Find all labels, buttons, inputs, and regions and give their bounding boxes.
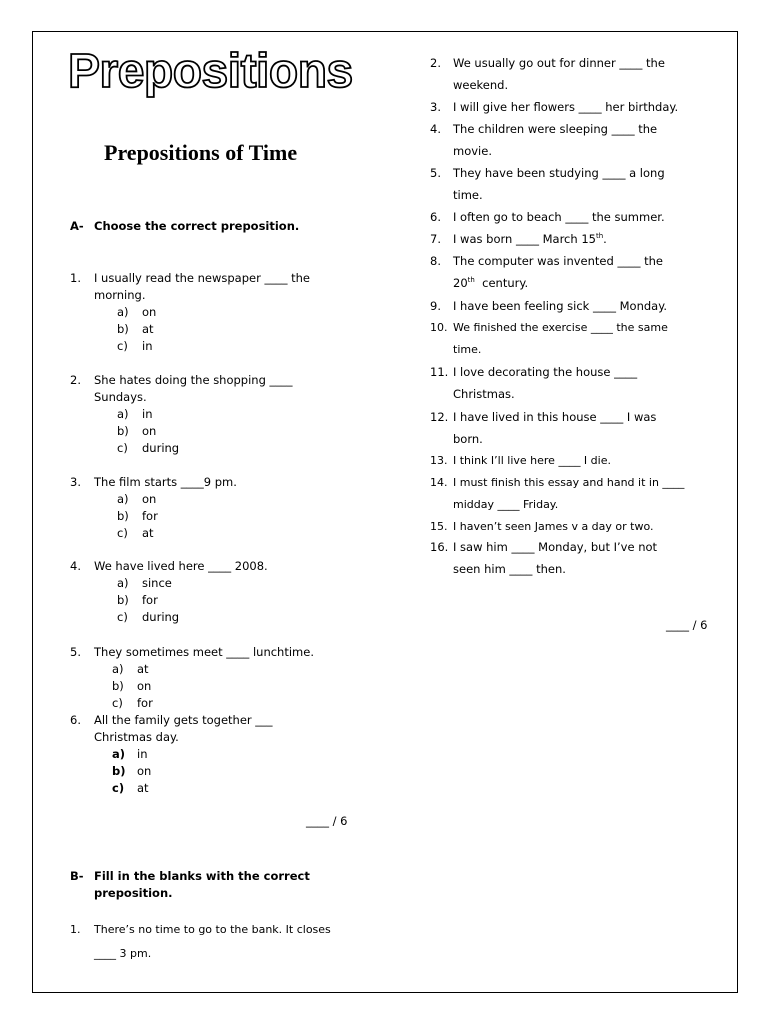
question-text-line2 <box>453 339 731 361</box>
question-text: The computer was invented ____ the <box>453 254 663 268</box>
question-text-line2 <box>453 184 731 206</box>
section-a-heading <box>0 218 400 238</box>
question-number: 1. <box>70 271 81 285</box>
question-text: seen him ____ then. <box>453 562 566 576</box>
question-number: 15. <box>430 520 448 533</box>
option-text: on <box>137 764 152 779</box>
question-text: They have been studying ____ a long <box>453 166 665 180</box>
question-text-line1 <box>453 250 731 272</box>
question-text-line2 <box>453 74 731 96</box>
fill-in-question <box>430 96 730 118</box>
option-letter: c) <box>117 441 128 456</box>
option-letter: a) <box>112 662 124 676</box>
question-text-line1 <box>453 96 731 118</box>
answer-option[interactable] <box>117 406 237 423</box>
question-text: I have been feeling sick ____ Monday. <box>453 299 668 313</box>
question-number: 3. <box>70 475 81 489</box>
fill-in-question <box>430 317 730 361</box>
section-a-question <box>70 270 370 304</box>
option-text: in <box>142 339 153 354</box>
question-number: 2. <box>430 56 441 70</box>
option-text: for <box>137 696 153 711</box>
answer-option[interactable] <box>117 491 237 508</box>
option-text: during <box>142 610 180 625</box>
section-a-instruction: Choose the correct preposition. <box>94 219 300 233</box>
section-b-heading <box>0 868 400 908</box>
option-letter: b) <box>112 764 126 779</box>
page-title: Prepositions <box>68 45 353 98</box>
question-number: 5. <box>430 166 441 180</box>
question-text: I was born ____ March 15 <box>453 232 596 246</box>
answer-option[interactable] <box>117 525 237 542</box>
question-text: I think I’ll live here ____ I die. <box>453 454 611 467</box>
question-text-line1: She hates doing the shopping ____ <box>94 373 293 387</box>
option-text: for <box>142 593 158 608</box>
option-text: at <box>142 322 154 337</box>
question-text: time. <box>453 188 483 202</box>
option-letter: c) <box>117 339 128 354</box>
section-a-question <box>70 712 370 746</box>
section-a-score: ____ / 6 <box>306 814 348 828</box>
question-text: Christmas. <box>453 387 515 401</box>
question-text-line2 <box>453 428 731 450</box>
question-number: 9. <box>430 299 441 313</box>
option-text: on <box>142 424 157 439</box>
question-text: I will give her flowers ____ her birthday. <box>453 100 679 114</box>
option-letter: a) <box>117 576 129 590</box>
option-text: since <box>142 576 172 590</box>
question-text: I saw him ____ Monday, but I’ve not <box>453 540 658 554</box>
fill-in-question <box>430 250 730 294</box>
section-b-score: ____ / 6 <box>666 618 708 632</box>
fill-in-question <box>430 118 730 162</box>
answer-options <box>117 491 237 543</box>
option-text: at <box>142 526 154 541</box>
question-text-line1: The film starts ____9 pm. <box>94 475 237 489</box>
option-text: at <box>137 781 149 796</box>
question-text: We usually go out for dinner ____ the <box>453 56 665 70</box>
answer-option[interactable] <box>117 338 237 355</box>
question-text: The children were sleeping ____ the <box>453 122 658 136</box>
option-letter: b) <box>117 509 129 524</box>
fill-in-question <box>430 295 730 317</box>
question-text-tail: . <box>603 232 607 246</box>
question-number: 7. <box>430 232 441 246</box>
question-text-line1: There’s no time to go to the bank. It closes <box>94 923 331 936</box>
question-text-line1 <box>453 162 731 184</box>
question-text-line1: All the family gets together ___ <box>94 713 273 727</box>
option-text: on <box>142 492 157 506</box>
answer-options <box>117 406 237 458</box>
question-number: 11. <box>430 365 449 379</box>
question-text-line1 <box>453 536 731 558</box>
fill-in-question <box>430 406 730 450</box>
answer-option[interactable] <box>117 592 237 609</box>
question-text-line1 <box>453 118 731 140</box>
answer-option[interactable] <box>117 508 237 525</box>
answer-option[interactable] <box>112 746 232 763</box>
fill-in-question <box>430 52 730 96</box>
section-b-letter: B- <box>70 869 84 883</box>
answer-option[interactable] <box>117 423 237 440</box>
question-number: 3. <box>430 100 441 114</box>
option-text: at <box>137 662 149 676</box>
question-text-line2 <box>453 383 731 405</box>
option-letter: a) <box>117 492 129 506</box>
question-text: born. <box>453 432 483 446</box>
question-text-line1 <box>453 406 731 428</box>
question-text: 20 <box>453 276 468 290</box>
fill-in-question <box>430 536 730 580</box>
option-letter: b) <box>117 424 129 439</box>
question-text-line2: morning. <box>94 288 146 302</box>
section-b-instruction-line2: preposition. <box>94 886 173 900</box>
option-letter: c) <box>112 781 125 796</box>
question-number: 12. <box>430 410 449 424</box>
question-number: 1. <box>70 923 81 936</box>
answer-option[interactable] <box>112 763 232 780</box>
question-text: I love decorating the house ____ <box>453 365 638 379</box>
question-text-line1 <box>453 206 731 228</box>
question-text-line1 <box>453 472 731 494</box>
answer-options <box>112 746 232 798</box>
option-letter: b) <box>117 322 129 337</box>
question-number: 4. <box>70 559 81 573</box>
option-letter: b) <box>117 593 129 608</box>
answer-options <box>117 304 237 356</box>
option-letter: c) <box>117 526 128 541</box>
section-a-question <box>70 372 370 406</box>
question-number: 5. <box>70 645 81 659</box>
answer-option[interactable] <box>112 780 232 797</box>
question-text-line1 <box>453 361 731 383</box>
option-text: on <box>142 305 157 319</box>
option-letter: c) <box>117 610 128 625</box>
question-text-line1 <box>453 317 731 339</box>
question-text-line2 <box>453 558 731 580</box>
question-text-line1: We have lived here ____ 2008. <box>94 559 268 573</box>
question-text-line1: They sometimes meet ____ lunchtime. <box>94 645 314 659</box>
question-text: weekend. <box>453 78 509 92</box>
answer-option[interactable] <box>112 695 232 712</box>
fill-in-question <box>430 162 730 206</box>
question-number: 14. <box>430 476 448 489</box>
question-text-line1 <box>453 516 731 538</box>
option-letter: a) <box>117 305 129 319</box>
answer-option[interactable] <box>117 440 237 457</box>
question-text-line2: Sundays. <box>94 390 147 404</box>
answer-option[interactable] <box>117 609 237 626</box>
fill-in-question <box>430 228 730 250</box>
fill-in-question <box>430 361 730 405</box>
answer-option[interactable] <box>117 304 237 321</box>
question-text: I often go to beach ____ the summer. <box>453 210 665 224</box>
question-number: 13. <box>430 454 448 467</box>
question-number: 10. <box>430 321 448 334</box>
question-text: movie. <box>453 144 492 158</box>
question-text-line2: Christmas day. <box>94 730 179 744</box>
question-text-line1 <box>453 450 731 472</box>
answer-option[interactable] <box>117 321 237 338</box>
superscript: th <box>467 276 475 284</box>
option-letter: a) <box>112 747 126 761</box>
question-number: 2. <box>70 373 81 387</box>
superscript: th <box>595 232 604 240</box>
question-text-line1: I usually read the newspaper ____ the <box>94 271 310 285</box>
fill-in-question <box>430 206 730 228</box>
question-text: midday ____ Friday. <box>453 498 559 511</box>
fill-in-question <box>430 516 730 538</box>
option-text: for <box>142 509 158 524</box>
answer-option[interactable] <box>117 575 237 592</box>
option-letter: b) <box>112 679 124 694</box>
answer-options <box>117 575 237 627</box>
question-text-line1 <box>453 228 731 250</box>
page-subtitle: Prepositions of Time <box>104 140 298 165</box>
question-number: 4. <box>430 122 441 136</box>
fill-in-question <box>430 450 730 472</box>
question-number: 8. <box>430 254 441 268</box>
question-text: time. <box>453 343 482 356</box>
question-number: 16. <box>430 540 449 554</box>
question-text: I have lived in this house ____ I was <box>453 410 657 424</box>
option-text: during <box>142 441 180 456</box>
question-text-line2 <box>453 140 731 162</box>
option-text: on <box>137 679 152 694</box>
answer-options <box>112 661 232 713</box>
answer-option[interactable] <box>112 661 232 678</box>
question-text-line2 <box>453 494 731 516</box>
question-text-line2: ____ 3 pm. <box>94 947 152 960</box>
answer-option[interactable] <box>112 678 232 695</box>
question-text-line1 <box>453 295 731 317</box>
option-letter: a) <box>117 407 129 421</box>
question-number: 6. <box>430 210 441 224</box>
section-a-letter: A- <box>70 219 84 233</box>
fill-in-question <box>430 472 730 516</box>
question-text-line1 <box>453 52 731 74</box>
question-text: I must finish this essay and hand it in ____ <box>453 476 685 489</box>
option-text: in <box>142 407 153 421</box>
question-text: I haven’t seen James v a day or two. <box>453 520 654 533</box>
option-text: in <box>137 747 148 761</box>
question-text-line2 <box>453 272 731 294</box>
question-number: 6. <box>70 713 81 727</box>
question-text: We finished the exercise ____ the same <box>453 321 668 334</box>
section-b-instruction-line1: Fill in the blanks with the correct <box>94 869 310 883</box>
question-text: century. <box>474 276 529 290</box>
option-letter: c) <box>112 696 123 711</box>
